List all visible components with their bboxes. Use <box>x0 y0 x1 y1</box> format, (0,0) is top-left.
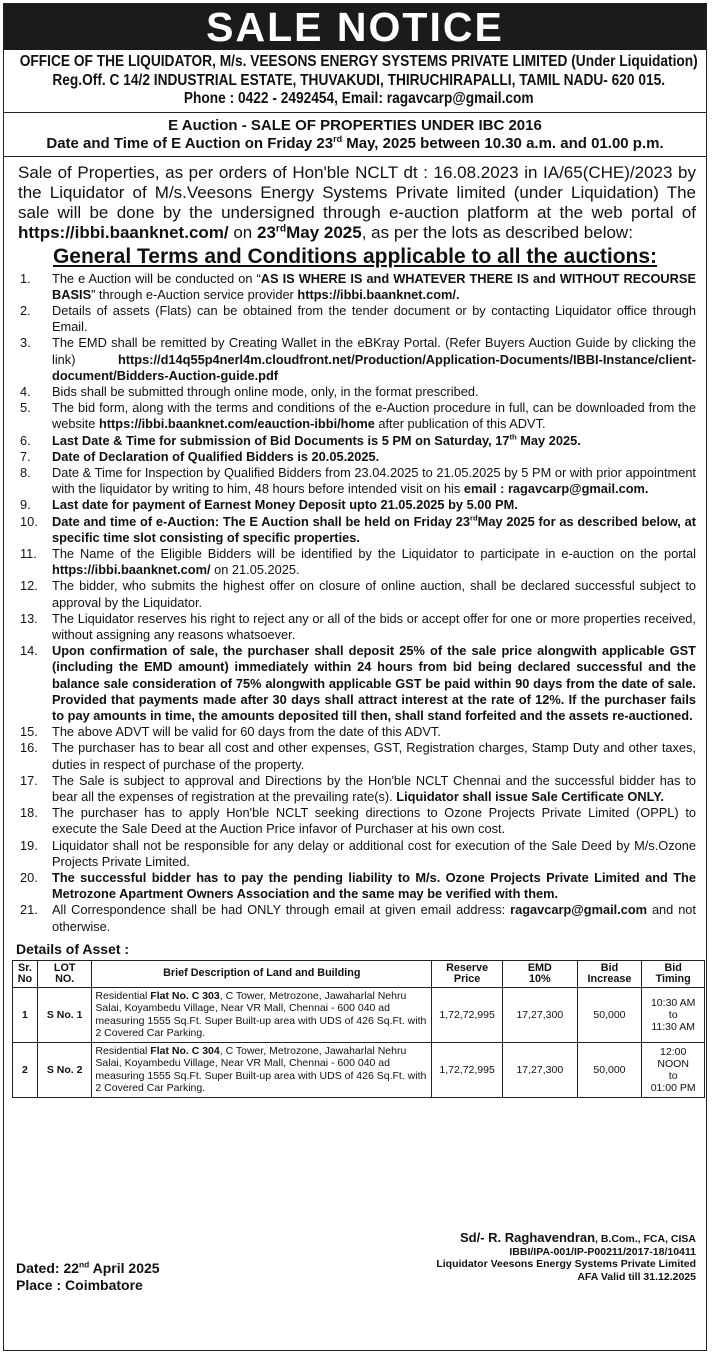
term-item <box>4 578 696 610</box>
term-number: 21. <box>20 902 38 918</box>
term-text: Details of assets (Flats) can be obtained from the tender document or by contacting Liquidator office through Email. <box>52 302 696 335</box>
office-line-3: Phone : 0422 - 2492454, Email: ragavcarp@gmail.com <box>184 90 534 107</box>
table-cell: 50,000 <box>577 1042 642 1097</box>
column-header: Sr. No <box>13 960 38 987</box>
term-text: The EMD shall be remitted by Creating Wallet in the eBKray Portal. (Refer Buyers Auction Guide by clicking the link) https://d14q55p4nerl4m.cloudfront.net/Production/Application-Documents/IBBI-Instance/client-document/Bidders-Auction-guide.pdf <box>52 335 696 383</box>
term-number: 5. <box>20 400 31 416</box>
term-text: The purchaser has to bear all cost and other expenses, GST, Registration charges, Stamp Duty and other taxes, duties in respect of purchase of the property. <box>52 740 696 772</box>
term-item <box>4 335 696 384</box>
term-number: 4. <box>20 383 31 399</box>
term-item <box>4 902 696 934</box>
term-number: 14. <box>20 643 38 659</box>
signatory-role: Liquidator Veesons Energy Systems Private Limited <box>436 1258 696 1270</box>
term-number: 9. <box>20 497 31 513</box>
column-header: Brief Description of Land and Building <box>92 960 432 987</box>
eauction-line-1: E Auction - SALE OF PROPERTIES UNDER IBC 2016 <box>168 116 542 134</box>
asset-description: Residential Flat No. C 303, C Tower, Metrozone, Jawaharlal Nehru Salai, Koyambedu Village, Near VR Mall, Chennai - 600 040 ad measuring 1555 Sq.Ft. Super Built-up area with UDS of 426 Sq.Ft. with 2 Covered Car Parking. <box>92 987 432 1042</box>
table-cell: 1 <box>13 987 38 1042</box>
eauction-line-2: Date and Time of E Auction on Friday 23rd May, 2025 between 10.30 a.m. and 01.00 p.m. <box>46 133 664 152</box>
term-item <box>4 433 696 449</box>
term-item <box>4 514 696 546</box>
term-number: 7. <box>20 448 31 464</box>
term-number: 3. <box>20 335 31 351</box>
signatory-qualifications: , B.Com., FCA, CISA <box>595 1233 696 1245</box>
intro-paragraph: Sale of Properties, as per orders of Hon'ble NCLT dt : 16.08.2023 in IA/65(CHE)/2023 by the Liquidator of M/s.Veesons Energy Systems Private limited (under Liquidation) The sale will be done by the undersigned through e-auction platform at the web portal of https://ibbi.baanknet.com/ on 23rdMay 2025, as per the lots as described below: <box>18 162 696 242</box>
term-text: Last Date & Time for submission of Bid Documents is 5 PM on Saturday, 17th May 2025. <box>52 432 581 448</box>
term-item <box>4 773 696 805</box>
column-header: LOT NO. <box>37 960 92 987</box>
portal-link[interactable]: https://ibbi.baanknet.com/ <box>18 222 229 242</box>
table-cell: 17,27,300 <box>503 1042 578 1097</box>
term-number: 18. <box>20 805 38 821</box>
term-item <box>4 611 696 643</box>
term-text: The successful bidder has to pay the pending liability to M/s. Ozone Projects Private Limited and The Metrozone Apartment Owners Association and the same may be verified with them. <box>52 870 696 902</box>
term-item <box>4 724 696 740</box>
term-item <box>4 384 696 400</box>
signatory-name: Sd/- R. Raghavendran <box>460 1230 596 1245</box>
term-item <box>4 400 696 432</box>
term-text: The Name of the Eligible Bidders will be identified by the Liquidator to participate in e-auction on the portal https://ibbi.baanknet.com/ on 21.05.2025. <box>52 545 696 578</box>
term-item <box>4 870 696 902</box>
term-item <box>4 805 696 837</box>
table-cell: 50,000 <box>577 987 642 1042</box>
sale-notice <box>3 3 707 1351</box>
ibbi-reg: IBBI/IPA-001/IP-P00211/2017-18/10411 <box>509 1245 696 1258</box>
table-cell: 1,72,72,995 <box>432 987 503 1042</box>
term-text: The above ADVT will be valid for 60 days from the date of this ADVT. <box>52 724 441 740</box>
table-body <box>13 987 705 1097</box>
eauction-heading <box>4 113 706 156</box>
table-cell: 17,27,300 <box>503 987 578 1042</box>
term-text: Upon confirmation of sale, the purchaser shall deposit 25% of the sale price alongwith applicable GST (including the EMD amount) immediately within 24 hours from bid being declared successful and the balance sale consideration of 75% alongwith applicable GST be paid within 90 days from the date of sale. Provided that payments made after 30 days shall attract interest at the rate of 12%. If the purchaser fails to pay amounts in time, the amounts deposited till then, shall stand forfeited and the assets re-auctioned. <box>52 643 696 723</box>
office-block <box>5 50 712 112</box>
place: Place : Coimbatore <box>16 1277 143 1293</box>
term-text: The bidder, who submits the highest offer on closure of online auction, shall be declared successful subject to approval by the Liquidator. <box>52 578 696 610</box>
column-header: EMD 10% <box>503 960 578 987</box>
banner-title: SALE NOTICE <box>4 4 706 50</box>
table-cell: S No. 2 <box>37 1042 92 1097</box>
term-number: 20. <box>20 870 38 886</box>
table-cell: 1,72,72,995 <box>432 1042 503 1097</box>
column-header: Bid Increase <box>577 960 642 987</box>
office-line-1: OFFICE OF THE LIQUIDATOR, M/s. VEESONS ENERGY SYSTEMS PRIVATE LIMITED (Under Liquidation) <box>19 53 699 70</box>
term-text: The purchaser has to apply Hon'ble NCLT seeking directions to Ozone Projects Private Limited (OPPL) to execute the Sale Deed at the Auction Price infavor of Purchaser at his own cost. <box>52 805 696 837</box>
term-text: Date of Declaration of Qualified Bidders is 20.05.2025. <box>52 448 380 464</box>
table-cell: 12:00 NOON to 01:00 PM <box>642 1042 705 1097</box>
column-header: Reserve Price <box>432 960 503 987</box>
terms-title: General Terms and Conditions applicable to all the auctions: <box>52 244 658 268</box>
term-item <box>4 465 696 497</box>
table-row <box>13 1042 705 1097</box>
term-text: The Liquidator reserves his right to reject any or all of the bids or accept offer for one or more properties received, without assigning any reasons whatsoever. <box>52 610 696 642</box>
asset-description: Residential Flat No. C 304, C Tower, Metrozone, Jawaharlal Nehru Salai, Koyambedu Village, Near VR Mall, Chennai - 600 040 ad measuring 1555 Sq.Ft. Super Built-up area with UDS of 426 Sq.Ft. with 2 Covered Car Parking. <box>92 1042 432 1097</box>
dated: Dated: 22nd April 2025 <box>16 1259 160 1276</box>
term-text: The Sale is subject to approval and Directions by the Hon'ble NCLT Chennai and the successful bidder has to bear all the expenses of registration at the prevailing rate(s). Liquidator shall issue Sale Certificate ONLY. <box>52 772 696 804</box>
asset-table <box>12 960 705 1098</box>
term-item <box>4 740 696 772</box>
term-number: 1. <box>20 270 31 286</box>
term-text: The e Auction will be conducted on “AS IS WHERE IS and WHATEVER THERE IS and WITHOUT RECOURSE BASIS” through e-Auction service provider https://ibbi.baanknet.com/. <box>52 270 696 302</box>
term-item <box>4 449 696 465</box>
table-cell: 2 <box>13 1042 38 1097</box>
term-text: All Correspondence shall be had ONLY through email at given email address: ragavcarp@gmail.com and not otherwise. <box>52 902 696 934</box>
term-number: 19. <box>20 837 38 853</box>
table-cell: 10:30 AM to 11:30 AM <box>642 987 705 1042</box>
table-row <box>13 987 705 1042</box>
office-line-2: Reg.Off. C 14/2 INDUSTRIAL ESTATE, THUVAKUDI, THIRUCHIRAPALLI, TAMIL NADU- 620 015. <box>52 71 666 89</box>
term-number: 17. <box>20 772 38 788</box>
footer <box>4 1230 706 1293</box>
term-number: 16. <box>20 740 38 756</box>
term-number: 12. <box>20 578 38 594</box>
term-number: 8. <box>20 464 31 480</box>
details-title: Details of Asset : <box>16 940 130 957</box>
term-item <box>4 271 696 303</box>
term-item <box>4 838 696 870</box>
column-header: Bid Timing <box>642 960 705 987</box>
terms-list <box>4 271 706 935</box>
term-number: 15. <box>20 724 38 740</box>
term-text: The bid form, along with the terms and conditions of the e-Auction procedure in full, can be downloaded from the website https://ibbi.baanknet.com/eauction-ibbi/home after publication of this ADVT. <box>52 400 696 432</box>
term-text: Last date for payment of Earnest Money Deposit upto 21.05.2025 by 5.00 PM. <box>52 497 518 513</box>
term-text: Date and time of e-Auction: The E Auction shall be held on Friday 23rdMay 2025 for as described below, at specific time slot consisting of specific properties. <box>52 513 696 545</box>
term-text: Date & Time for Inspection by Qualified Bidders from 23.04.2025 to 21.05.2025 by 5 PM or with prior appointment with the liquidator by writing to him, 48 hours before intended visit on his email : ragavcarp@gmail.com. <box>52 464 696 497</box>
term-number: 10. <box>20 513 38 529</box>
term-text: Bids shall be submitted through online mode, only, in the format prescribed. <box>52 383 479 399</box>
term-item <box>4 497 696 513</box>
term-text: Liquidator shall not be responsible for any delay or additional cost for execution of the Sale Deed by M/s.Ozone Projects Private Limited. <box>52 837 696 869</box>
term-number: 2. <box>20 302 31 318</box>
term-number: 6. <box>20 432 31 448</box>
dated-place <box>16 1260 160 1294</box>
term-number: 11. <box>20 545 37 561</box>
term-item <box>4 643 696 724</box>
table-header-row <box>13 960 705 987</box>
term-item <box>4 546 696 578</box>
term-number: 13. <box>20 610 38 626</box>
afa-validity: AFA Valid till 31.12.2025 <box>577 1270 696 1283</box>
term-item <box>4 303 696 335</box>
table-cell: S No. 1 <box>37 987 92 1042</box>
